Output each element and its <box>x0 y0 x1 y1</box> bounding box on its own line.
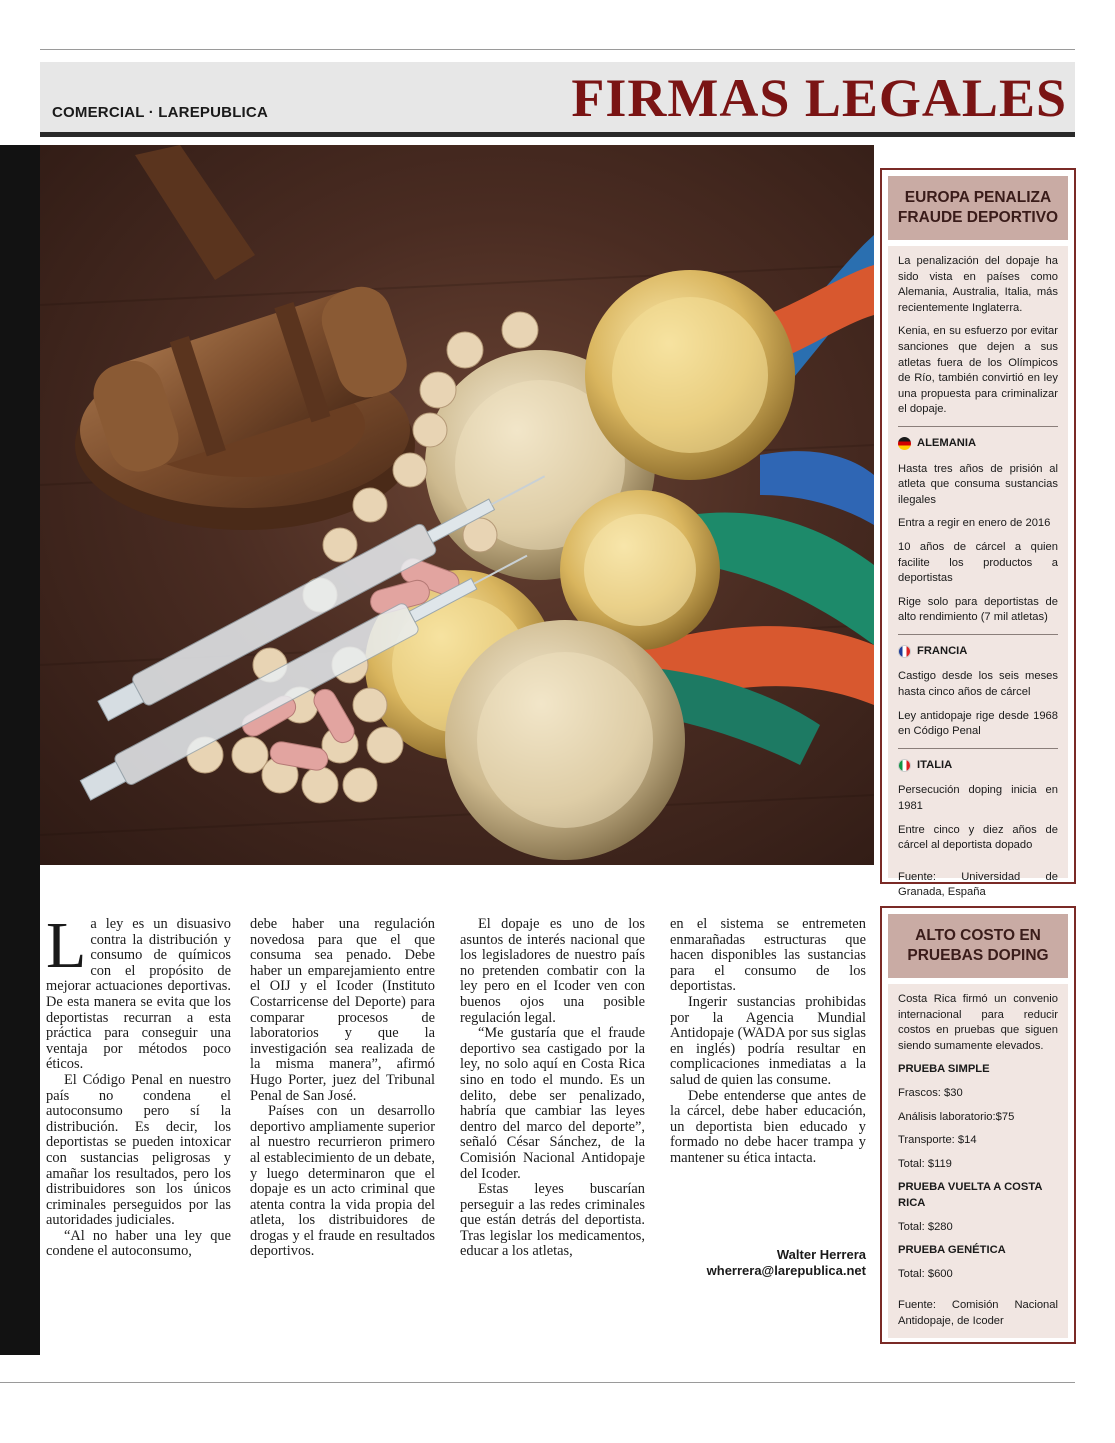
sidebar-title: ALTO COSTO EN PRUEBAS DOPING <box>888 914 1068 978</box>
country-germany: ALEMANIA <box>898 426 1058 452</box>
masthead <box>40 62 1075 132</box>
sidebar-item: Ley antidopaje rige desde 1968 en Código Penal <box>898 709 1058 738</box>
article-paragraph: Países con un desarrollo deportivo ampliamente superior al nuestro recurrieron primero al establecimiento de un debate, y luego determinaron que el dopaje es un acto criminal que atenta contra la vida propia del atleta, los distribuidores de drogas y el fraude en resultados deportivos. <box>250 1103 435 1260</box>
test-label: PRUEBA VUELTA A COSTA RICA <box>898 1181 1042 1209</box>
cost-line: Total: $119 <box>898 1157 952 1170</box>
test-label: PRUEBA SIMPLE <box>898 1063 990 1076</box>
article-paragraph: “Me gustaría que el fraude deportivo sea castigado por la ley, no solo aquí en Costa Rica sino en todo el mundo. Es un delito, debe ser penalizado, habría que cambiar las leyes dentro del marco del deporte”, señaló César Sánchez, de la Comisión Nacional Antidopaje del Icoder. <box>460 1025 645 1182</box>
article-paragraph: Debe entenderse que antes de la cárcel, debe haber educación, un deportista bien educado y formado no debe hacer trampa y mantener su ética intacta. <box>670 1087 866 1166</box>
article-paragraph: La ley es un disuasivo contra la distribución y consumo de químicos con el propósito de mejorar actuaciones deportivas. De esta manera se evita que los deportistas recurran a esta práctica para conseguir una ventaja por métodos poco éticos. <box>46 909 231 1073</box>
sidebar-item: Castigo desde los seis meses hasta cinco años de cárcel <box>898 670 1058 699</box>
cost-line: Total: $280 <box>898 1220 953 1233</box>
sidebar-item: Hasta tres años de prisión al atleta que consuma sustancias ilegales <box>898 462 1058 506</box>
sidebar-paragraph: La penalización del dopaje ha sido vista en países como Alemania, Australia, Italia, más recientemente Inglaterra. <box>898 255 1058 314</box>
sidebar-costs <box>880 906 1076 1344</box>
article-column-3 <box>460 917 645 1260</box>
gavel-medals-syringes-photo <box>40 145 874 865</box>
sidebar-title: EUROPA PENALIZA FRAUDE DEPORTIVO <box>888 176 1068 240</box>
bottom-rule <box>0 1382 1075 1383</box>
italy-flag-icon <box>898 759 911 772</box>
dropcap: L <box>46 909 87 982</box>
sidebar-body <box>888 246 1068 899</box>
cost-line: Total: $600 <box>898 1267 953 1280</box>
article-paragraph: en el sistema se entremeten enmarañadas estructuras que hacen disponibles las sustancias para el consumo de los deportistas. <box>670 916 866 995</box>
top-rule <box>40 49 1075 50</box>
author-name: Walter Herrera <box>776 1247 866 1262</box>
cost-line: Análisis laboratorio:$75 <box>898 1110 1015 1123</box>
article-column-4 <box>670 917 866 1167</box>
article-column-1 <box>46 909 231 1260</box>
cost-line: Transporte: $14 <box>898 1134 977 1147</box>
germany-flag-icon <box>898 437 911 450</box>
article-paragraph: Estas leyes buscarían perseguir a las redes criminales que están detrás del deportista. Tras legislar los medicamentos, educar a los atletas, <box>460 1181 645 1260</box>
sidebar-item: 10 años de cárcel a quien facilite los productos a deportistas <box>898 540 1058 585</box>
article-paragraph: El dopaje es uno de los asuntos de interés nacional que los legisladores de nuestro país no pretenden combatir con la ley pero en el Icoder ven con buenos ojos una posible regulación legal. <box>460 916 645 1026</box>
sidebar-source: Fuente: Comisión Nacional Antidopaje, de Icoder <box>898 1299 1058 1327</box>
test-label: PRUEBA GENÉTICA <box>898 1244 1006 1257</box>
brand-logo: COMERCIAL · LAREPUBLICA <box>52 104 268 121</box>
article-paragraph: Ingerir sustancias prohibidas por la Agencia Mundial Antidopaje (WADA por sus siglas en inglés) podría resultar en complicaciones inmediatas a la salud de quien las consume. <box>670 993 866 1088</box>
article-paragraph: debe haber una regulación novedosa para que el que consuma sea penado. Debe haber un emparejamiento entre el OIJ y el Icoder (Instituto Costarricense del Deporte) para comparar procesos de laboratorios y que la investigación sea realizada de la misma manera”, afirmó Hugo Porter, juez del Tribunal Penal de San José. <box>250 916 435 1104</box>
article <box>40 865 874 1355</box>
cost-line: Frascos: $30 <box>898 1086 963 1099</box>
france-flag-icon <box>898 645 911 658</box>
sidebar-paragraph: Costa Rica firmó un convenio internacional para reducir costos en pruebas que siguen siendo sumamente elevados. <box>898 993 1058 1052</box>
hero-image <box>40 145 874 865</box>
sidebar-source: Fuente: Universidad de Granada, España <box>898 870 1058 899</box>
sidebar-paragraph: Kenia, en su esfuerzo por evitar sanciones que dejen a sus atletas fuera de los Olímpicos de Río, también convirtió en ley una propuesta para criminalizar el dopaje. <box>898 325 1058 416</box>
sidebar-body <box>888 984 1068 1338</box>
sidebar-item: Entra a regir en enero de 2016 <box>898 517 1051 530</box>
article-column-2 <box>250 917 435 1260</box>
section-title: FIRMAS LEGALES <box>571 68 1067 128</box>
masthead-rule <box>40 132 1075 137</box>
sidebar-item: Rige solo para deportistas de alto rendimiento (7 mil atletas) <box>898 595 1058 624</box>
article-paragraph: El Código Penal en nuestro país no condena el autoconsumo pero sí la distribución. Es decir, los deportistas se pueden intoxicar con sustancias peligrosas y amañar los resultados, pero los distribuidores son los únicos criminales perseguidos por las autoridades judiciales. <box>46 1071 231 1229</box>
article-paragraph: “Al no haber una ley que condene el autoconsumo, <box>46 1227 231 1260</box>
country-italy: ITALIA <box>898 748 1058 774</box>
sidebar-item: Persecución doping inicia en 1981 <box>898 784 1058 813</box>
author-email[interactable]: wherrera@larepublica.net <box>706 1263 866 1278</box>
byline <box>707 1247 866 1279</box>
country-france: FRANCIA <box>898 634 1058 660</box>
sidebar-item: Entre cinco y diez años de cárcel al deportista dopado <box>898 823 1058 852</box>
sidebar-europe <box>880 168 1076 899</box>
